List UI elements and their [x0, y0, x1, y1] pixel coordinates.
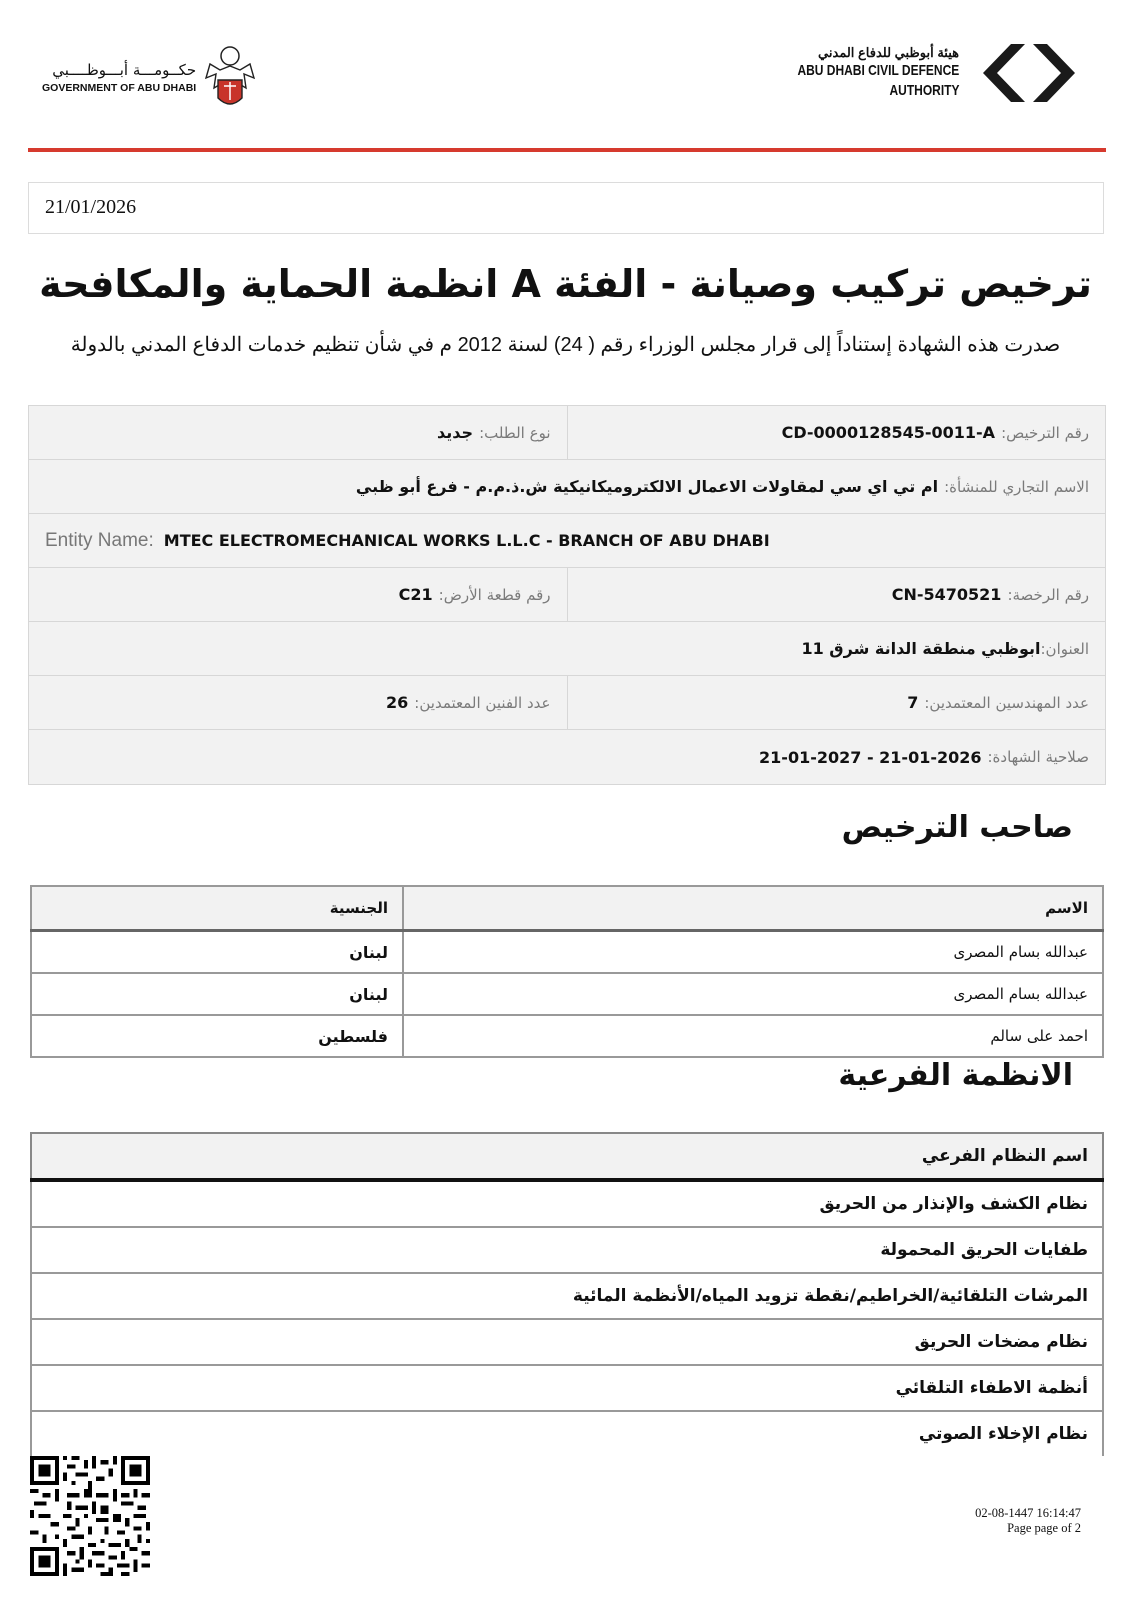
print-timestamp: 02-08-1447 16:14:47	[975, 1506, 1081, 1520]
subsystems-table	[30, 1132, 1104, 1456]
header-divider	[28, 148, 1106, 152]
info-row-cn-plot	[29, 568, 1105, 622]
request-type-cell	[29, 406, 568, 459]
subsystems-col-name: اسم النظام الفرعي	[31, 1133, 1103, 1180]
civil-defence-logo	[757, 42, 1079, 104]
page-header	[0, 0, 1131, 150]
engineers-value: 7	[907, 693, 919, 712]
table-row	[31, 1227, 1103, 1273]
entity-name-value: MTEC ELECTROMECHANICAL WORKS L.L.C - BRANCH OF ABU DHABI	[163, 531, 770, 550]
table-row	[31, 973, 1103, 1015]
validity-label: صلاحية الشهادة:	[987, 748, 1089, 766]
owners-heading: صاحب الترخيص	[841, 810, 1073, 845]
license-number-value: CD-0000128545-0011-A	[781, 423, 996, 442]
request-type-label: نوع الطلب:	[479, 423, 551, 442]
info-row-entity-name	[29, 514, 1105, 568]
table-row	[31, 1015, 1103, 1057]
owners-col-nationality: الجنسية	[31, 886, 403, 931]
owner-name: احمد على سالم	[403, 1015, 1103, 1057]
page-footer	[975, 1506, 1081, 1536]
plot-value: C21	[398, 585, 433, 604]
owner-nationality: فلسطين	[31, 1015, 403, 1057]
license-number-cell	[568, 406, 1106, 459]
address-label: العنوان:	[1040, 639, 1089, 658]
owners-col-name: الاسم	[403, 886, 1103, 931]
table-row	[31, 1411, 1103, 1456]
validity-value: 21-01-2026 - 21-01-2027	[759, 747, 982, 767]
table-row	[31, 1180, 1103, 1227]
trade-name-value: ام تي اي سي لمقاولات الاعمال الالكتروميكانيكية ش.ذ.م.م - فرع أبو ظبي	[355, 477, 939, 496]
cn-value: CN-5470521	[891, 585, 1002, 604]
gov-logo-english: GOVERNMENT OF ABU DHABI	[42, 81, 197, 94]
chevrons-mark-icon	[979, 42, 1079, 104]
issue-date: 21/01/2026	[28, 182, 1104, 234]
info-row-trade-name	[29, 460, 1105, 514]
subsystem-name: المرشات التلقائية/الخراطيم/نقطة تزويد المياه/الأنظمة المائية	[31, 1273, 1103, 1319]
technicians-label: عدد الفنين المعتمدين:	[414, 693, 551, 712]
subsystem-name: طفايات الحريق المحمولة	[31, 1227, 1103, 1273]
subsystem-name: نظام الكشف والإنذار من الحريق	[31, 1180, 1103, 1227]
subsystem-name: نظام الإخلاء الصوتي	[31, 1411, 1103, 1456]
page-title: ترخيص تركيب وصيانة - الفئة A انظمة الحماية والمكافحة	[39, 262, 1092, 306]
authority-name-english-1: ABU DHABI CIVIL DEFENCE	[797, 62, 959, 79]
trade-name-label: الاسم التجاري للمنشأة:	[944, 477, 1089, 496]
owner-nationality: لبنان	[31, 973, 403, 1015]
info-row-staff	[29, 676, 1105, 730]
entity-name-label: Entity Name:	[45, 529, 154, 551]
subsystems-heading: الانظمة الفرعية	[838, 1058, 1073, 1093]
table-row	[31, 1273, 1103, 1319]
technicians-value: 26	[386, 693, 409, 712]
license-info-table	[28, 405, 1106, 785]
authority-name-english-2: AUTHORITY	[889, 82, 959, 99]
table-row	[31, 1365, 1103, 1411]
plot-label: رقم قطعة الأرض:	[438, 585, 551, 604]
info-row-address	[29, 622, 1105, 676]
request-type-value: جديد	[437, 423, 474, 442]
subsystem-name: أنظمة الاطفاء التلقائي	[31, 1365, 1103, 1411]
engineers-label: عدد المهندسين المعتمدين:	[924, 693, 1089, 712]
info-row-validity	[29, 730, 1105, 784]
info-row-license	[29, 406, 1105, 460]
cn-label: رقم الرخصة:	[1007, 585, 1089, 604]
subsystem-name: نظام مضخات الحريق	[31, 1319, 1103, 1365]
owner-name: عبدالله بسام المصرى	[403, 931, 1103, 974]
address-value: ابوظبي منطقة الدانة شرق 11	[801, 639, 1041, 658]
page-number: Page page of 2	[1007, 1521, 1081, 1535]
government-logo	[42, 44, 256, 110]
page-subtitle: صدرت هذه الشهادة إستناداً إلى قرار مجلس الوزراء رقم ( 24) لسنة 2012 م في شأن تنظيم خدمات الدفاع المدني بالدولة	[70, 334, 1061, 356]
owners-table	[30, 885, 1104, 1058]
table-row	[31, 931, 1103, 974]
owner-nationality: لبنان	[31, 931, 403, 974]
falcon-emblem-icon	[204, 44, 256, 110]
table-row	[31, 1319, 1103, 1365]
owner-name: عبدالله بسام المصرى	[403, 973, 1103, 1015]
authority-name-arabic: هيئة أبوظبي للدفاع المدني	[818, 45, 959, 60]
license-number-label: رقم الترخيص:	[1001, 423, 1089, 442]
gov-logo-arabic: حكــومـــة أبـــوظــــبي	[52, 60, 197, 79]
qr-code-icon	[30, 1456, 150, 1576]
